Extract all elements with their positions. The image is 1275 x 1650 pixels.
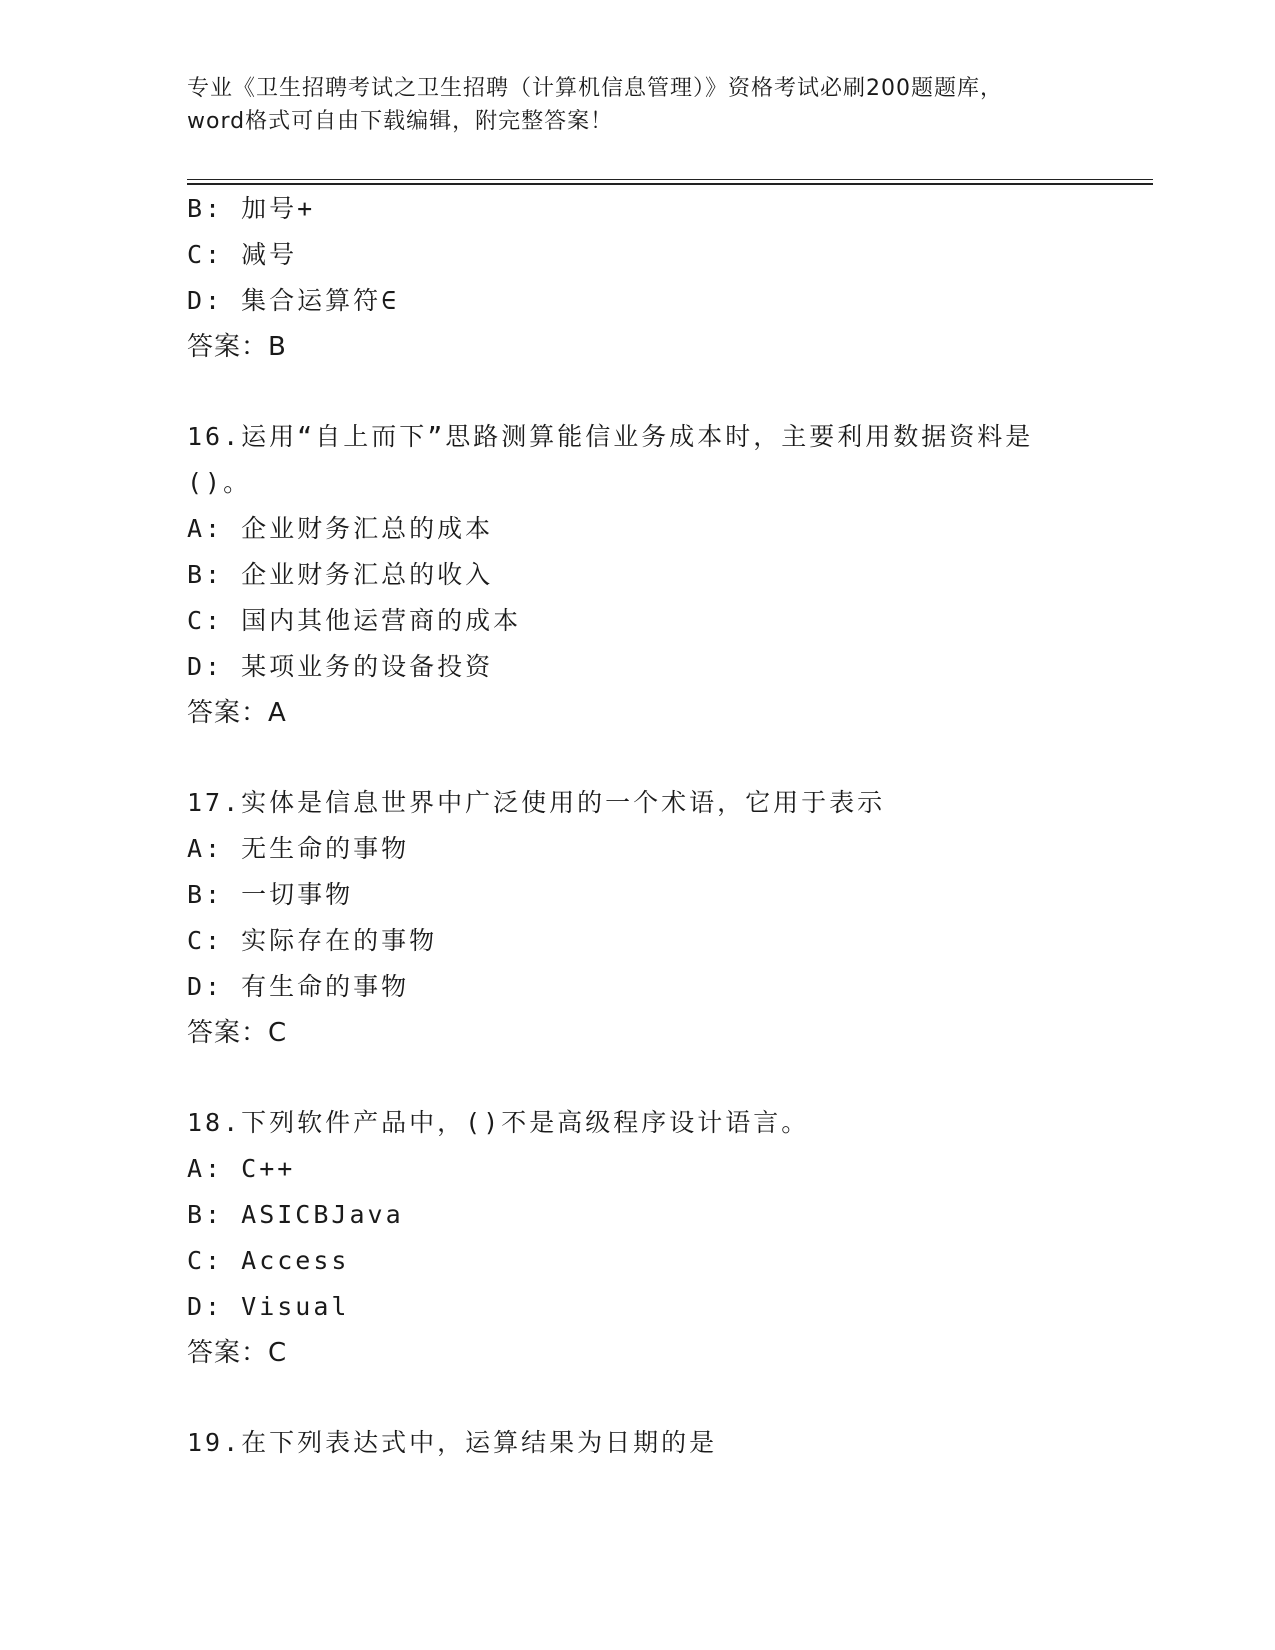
option-a: A: 无生命的事物 xyxy=(187,834,410,863)
header-divider-thick xyxy=(187,183,1153,185)
option-b: B: 企业财务汇总的收入 xyxy=(187,560,494,589)
option-a: A: 企业财务汇总的成本 xyxy=(187,514,494,543)
header-line-2: word格式可自由下载编辑，附完整答案！ xyxy=(187,109,614,134)
option-d: D: Visual xyxy=(187,1292,350,1321)
question-stem: 19.在下列表达式中，运算结果为日期的是 xyxy=(187,1428,718,1457)
question-15-continued xyxy=(187,186,1107,370)
option-d: D: 有生命的事物 xyxy=(187,972,410,1001)
option-b: B: ASICBJava xyxy=(187,1200,404,1229)
option-c: C: 国内其他运营商的成本 xyxy=(187,606,522,635)
question-18 xyxy=(187,1100,1107,1376)
question-19 xyxy=(187,1420,1107,1466)
option-c: C: Access xyxy=(187,1246,350,1275)
answer-line: 答案：B xyxy=(187,332,287,362)
option-a: A: C++ xyxy=(187,1154,296,1183)
header-divider-thin xyxy=(187,179,1153,180)
question-stem: 18.下列软件产品中，()不是高级程序设计语言。 xyxy=(187,1108,810,1137)
option-b: B: 加号+ xyxy=(187,194,316,223)
header-line-1: 专业《卫生招聘考试之卫生招聘（计算机信息管理）》资格考试必刷200题题库， xyxy=(187,76,1003,101)
answer-line: 答案：C xyxy=(187,1338,288,1368)
question-16 xyxy=(187,414,1107,736)
question-content xyxy=(187,186,1107,1466)
document-header xyxy=(187,72,1087,138)
option-d: D: 集合运算符∈ xyxy=(187,286,400,315)
option-c: C: 实际存在的事物 xyxy=(187,926,438,955)
question-17 xyxy=(187,780,1107,1056)
answer-line: 答案：C xyxy=(187,1018,288,1048)
option-c: C: 减号 xyxy=(187,240,298,269)
question-stem: 16.运用“自上而下”思路测算能信业务成本时，主要利用数据资料是()。 xyxy=(187,422,1034,497)
question-stem: 17.实体是信息世界中广泛使用的一个术语，它用于表示 xyxy=(187,788,886,817)
option-d: D: 某项业务的设备投资 xyxy=(187,652,494,681)
answer-line: 答案：A xyxy=(187,698,287,728)
option-b: B: 一切事物 xyxy=(187,880,354,909)
